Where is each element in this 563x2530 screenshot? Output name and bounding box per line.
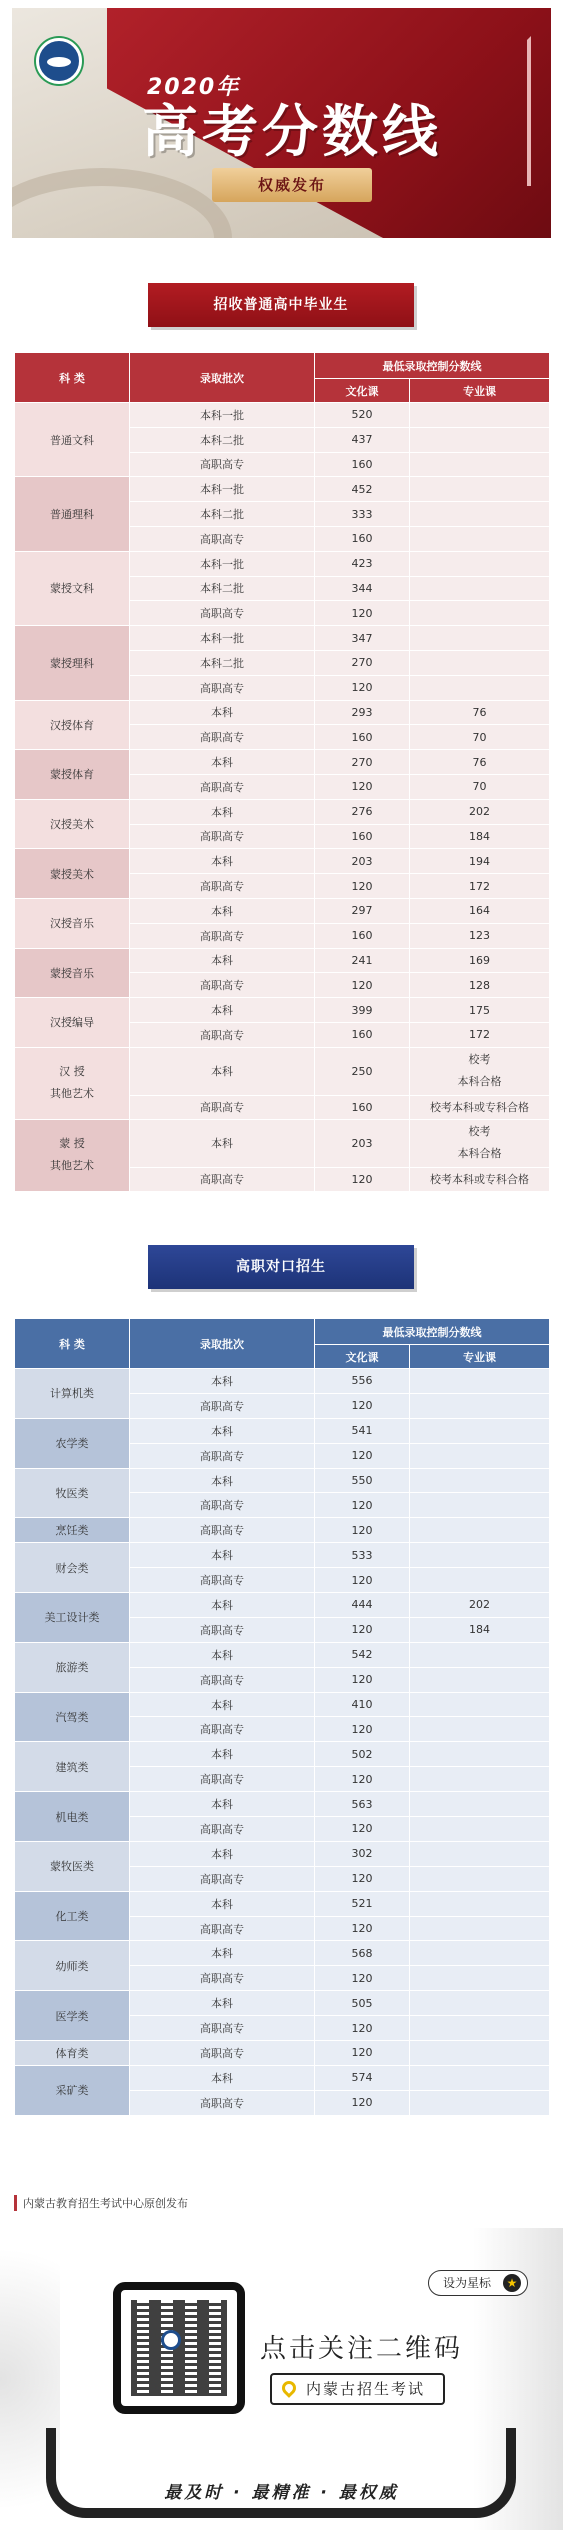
score-table-vocational <box>14 1318 550 2116</box>
major-score-cell: 76 <box>410 700 550 725</box>
subject-line: 蒙 授 <box>59 1137 85 1151</box>
header-culture: 文化课 <box>315 1345 410 1369</box>
subject-cell: 蒙授音乐 <box>15 948 130 998</box>
subject-cell: 汉授音乐 <box>15 898 130 948</box>
major-score-cell: 76 <box>410 750 550 775</box>
major-score-cell <box>410 2041 550 2066</box>
major-score-cell <box>410 576 550 601</box>
banner-year: 2020年 <box>147 75 241 100</box>
batch-cell: 本科 <box>130 700 315 725</box>
batch-cell: 高职高专 <box>130 973 315 998</box>
subject-cell: 烹饪类 <box>15 1518 130 1543</box>
subject-cell: 汉授体育 <box>15 700 130 750</box>
culture-score-cell: 160 <box>315 824 410 849</box>
batch-cell: 高职高专 <box>130 1817 315 1842</box>
qr-logo-icon <box>161 2330 181 2350</box>
table-row <box>15 1792 550 1817</box>
banner <box>12 8 551 238</box>
major-score-cell <box>410 1047 550 1095</box>
major-score-cell <box>410 452 550 477</box>
batch-cell: 本科 <box>130 1941 315 1966</box>
table-row <box>15 1047 550 1095</box>
culture-score-cell: 203 <box>315 849 410 874</box>
table-row <box>15 898 550 923</box>
culture-score-cell: 120 <box>315 1667 410 1692</box>
batch-cell: 本科二批 <box>130 650 315 675</box>
batch-cell: 高职高专 <box>130 1443 315 1468</box>
major-score-cell: 164 <box>410 898 550 923</box>
table-header-row <box>15 1319 550 1345</box>
subject-cell <box>15 1119 130 1191</box>
culture-score-cell: 160 <box>315 1022 410 1047</box>
major-score-cell <box>410 403 550 428</box>
batch-cell: 本科 <box>130 1841 315 1866</box>
major-score-cell <box>410 1817 550 1842</box>
table-row <box>15 1468 550 1493</box>
subject-cell: 采矿类 <box>15 2065 130 2115</box>
batch-cell: 高职高专 <box>130 725 315 750</box>
major-score-cell <box>410 1991 550 2016</box>
culture-score-cell: 120 <box>315 1717 410 1742</box>
culture-score-cell: 120 <box>315 601 410 626</box>
culture-score-cell: 347 <box>315 626 410 651</box>
header-batch: 录取批次 <box>130 1319 315 1369</box>
batch-cell: 高职高专 <box>130 1717 315 1742</box>
major-score-cell <box>410 1518 550 1543</box>
major-score-cell <box>410 1717 550 1742</box>
culture-score-cell: 270 <box>315 650 410 675</box>
major-score-cell <box>410 1841 550 1866</box>
table-row <box>15 849 550 874</box>
major-score-cell <box>410 1767 550 1792</box>
culture-score-cell: 120 <box>315 675 410 700</box>
logo-icon <box>36 38 82 84</box>
batch-cell: 本科 <box>130 1692 315 1717</box>
batch-cell: 本科二批 <box>130 427 315 452</box>
qr-title: 点击关注二维码 <box>260 2334 464 2364</box>
batch-cell: 本科 <box>130 948 315 973</box>
table-row <box>15 1418 550 1443</box>
major-score-cell <box>410 1468 550 1493</box>
culture-score-cell: 120 <box>315 1393 410 1418</box>
table-row <box>15 700 550 725</box>
batch-cell: 高职高专 <box>130 675 315 700</box>
culture-score-cell: 120 <box>315 2041 410 2066</box>
batch-cell: 高职高专 <box>130 2016 315 2041</box>
batch-cell: 高职高专 <box>130 1167 315 1191</box>
table-row <box>15 1119 550 1167</box>
culture-score-cell: 241 <box>315 948 410 973</box>
batch-cell: 本科 <box>130 1468 315 1493</box>
culture-score-cell: 120 <box>315 874 410 899</box>
culture-score-cell: 333 <box>315 502 410 527</box>
header-major: 专业课 <box>410 1345 550 1369</box>
table-row <box>15 1692 550 1717</box>
subject-cell: 机电类 <box>15 1792 130 1842</box>
major-score-cell <box>410 2016 550 2041</box>
culture-score-cell: 533 <box>315 1543 410 1568</box>
batch-cell: 本科 <box>130 799 315 824</box>
batch-cell: 本科 <box>130 1991 315 2016</box>
major-line: 本科合格 <box>457 1147 502 1161</box>
culture-score-cell: 520 <box>315 403 410 428</box>
subject-cell: 汽驾类 <box>15 1692 130 1742</box>
culture-score-cell: 502 <box>315 1742 410 1767</box>
culture-score-cell: 410 <box>315 1692 410 1717</box>
location-pin-icon <box>279 2378 299 2398</box>
culture-score-cell: 120 <box>315 1767 410 1792</box>
culture-score-cell: 120 <box>315 1966 410 1991</box>
major-score-cell <box>410 1966 550 1991</box>
table-row <box>15 799 550 824</box>
major-score-cell: 128 <box>410 973 550 998</box>
score-table-ordinary <box>14 352 550 1192</box>
batch-cell: 高职高专 <box>130 774 315 799</box>
subject-line: 其他艺术 <box>50 1159 94 1173</box>
batch-cell: 本科 <box>130 1742 315 1767</box>
major-score-cell: 184 <box>410 1617 550 1642</box>
culture-score-cell: 437 <box>315 427 410 452</box>
batch-cell: 高职高专 <box>130 1916 315 1941</box>
major-score-cell <box>410 551 550 576</box>
major-score-cell <box>410 1119 550 1167</box>
culture-score-cell: 120 <box>315 1568 410 1593</box>
batch-cell: 本科二批 <box>130 502 315 527</box>
major-score-cell: 194 <box>410 849 550 874</box>
major-score-cell <box>410 1667 550 1692</box>
culture-score-cell: 563 <box>315 1792 410 1817</box>
subject-cell: 牧医类 <box>15 1468 130 1518</box>
culture-score-cell: 203 <box>315 1119 410 1167</box>
star-icon: ★ <box>503 2274 521 2292</box>
major-score-cell: 123 <box>410 923 550 948</box>
batch-cell: 高职高专 <box>130 1866 315 1891</box>
subject-cell: 汉授编导 <box>15 998 130 1048</box>
major-score-cell <box>410 1642 550 1667</box>
header-batch: 录取批次 <box>130 353 315 403</box>
follow-section <box>0 2228 563 2530</box>
batch-cell: 高职高专 <box>130 2090 315 2115</box>
batch-cell: 高职高专 <box>130 452 315 477</box>
culture-score-cell: 160 <box>315 526 410 551</box>
culture-score-cell: 250 <box>315 1047 410 1095</box>
culture-score-cell: 120 <box>315 1167 410 1191</box>
batch-cell: 高职高专 <box>130 1617 315 1642</box>
major-score-cell <box>410 2065 550 2090</box>
culture-score-cell: 120 <box>315 1518 410 1543</box>
header-subject: 科 类 <box>15 353 130 403</box>
major-score-cell <box>410 427 550 452</box>
culture-score-cell: 505 <box>315 1991 410 2016</box>
batch-cell: 本科 <box>130 1891 315 1916</box>
major-score-cell: 172 <box>410 1022 550 1047</box>
batch-cell: 高职高专 <box>130 1393 315 1418</box>
set-star-label: 设为星标 <box>443 2276 492 2290</box>
major-score-cell <box>410 1443 550 1468</box>
culture-score-cell: 276 <box>315 799 410 824</box>
major-score-cell <box>410 1543 550 1568</box>
banner-decor-arc <box>12 168 232 238</box>
batch-cell: 本科 <box>130 849 315 874</box>
culture-score-cell: 344 <box>315 576 410 601</box>
culture-score-cell: 120 <box>315 1866 410 1891</box>
batch-cell: 本科 <box>130 1642 315 1667</box>
batch-cell: 高职高专 <box>130 601 315 626</box>
batch-cell: 本科 <box>130 1369 315 1394</box>
header-subject: 科 类 <box>15 1319 130 1369</box>
batch-cell: 本科一批 <box>130 551 315 576</box>
decor-frame <box>46 2428 516 2518</box>
major-score-cell: 70 <box>410 774 550 799</box>
culture-score-cell: 160 <box>315 725 410 750</box>
batch-cell: 高职高专 <box>130 1667 315 1692</box>
table-row <box>15 2041 550 2066</box>
subject-cell: 财会类 <box>15 1543 130 1593</box>
culture-score-cell: 444 <box>315 1593 410 1618</box>
publisher-note: 内蒙古教育招生考试中心原创发布 <box>14 2195 188 2211</box>
table-row <box>15 1841 550 1866</box>
subject-cell: 蒙授体育 <box>15 750 130 800</box>
culture-score-cell: 160 <box>315 452 410 477</box>
account-name[interactable] <box>270 2373 445 2405</box>
batch-cell: 本科 <box>130 898 315 923</box>
major-score-cell <box>410 1692 550 1717</box>
culture-score-cell: 120 <box>315 1443 410 1468</box>
culture-score-cell: 120 <box>315 774 410 799</box>
subject-cell: 普通文科 <box>15 403 130 477</box>
culture-score-cell: 120 <box>315 1916 410 1941</box>
batch-cell: 高职高专 <box>130 1568 315 1593</box>
culture-score-cell: 452 <box>315 477 410 502</box>
major-score-cell <box>410 675 550 700</box>
subject-cell: 建筑类 <box>15 1742 130 1792</box>
subject-line: 汉 授 <box>59 1065 85 1079</box>
major-line: 校考 <box>468 1125 491 1139</box>
major-score-cell <box>410 2090 550 2115</box>
culture-score-cell: 120 <box>315 2016 410 2041</box>
major-score-cell <box>410 1866 550 1891</box>
culture-score-cell: 120 <box>315 1493 410 1518</box>
table-row <box>15 1518 550 1543</box>
table-row <box>15 1642 550 1667</box>
major-score-cell <box>410 1941 550 1966</box>
batch-cell: 本科 <box>130 1543 315 1568</box>
batch-cell: 高职高专 <box>130 1022 315 1047</box>
culture-score-cell: 160 <box>315 1095 410 1119</box>
major-score-cell <box>410 1418 550 1443</box>
batch-cell: 本科 <box>130 1047 315 1095</box>
subject-cell: 蒙授文科 <box>15 551 130 625</box>
subject-cell: 农学类 <box>15 1418 130 1468</box>
major-score-cell: 202 <box>410 799 550 824</box>
culture-score-cell: 568 <box>315 1941 410 1966</box>
subject-cell: 蒙授美术 <box>15 849 130 899</box>
subject-cell: 幼师类 <box>15 1941 130 1991</box>
subject-cell: 体育类 <box>15 2041 130 2066</box>
major-score-cell <box>410 1742 550 1767</box>
account-name-label: 内蒙古招生考试 <box>306 2380 426 2398</box>
major-score-cell <box>410 1493 550 1518</box>
batch-cell: 本科 <box>130 750 315 775</box>
table-row <box>15 626 550 651</box>
subject-cell <box>15 1047 130 1119</box>
major-score-cell: 169 <box>410 948 550 973</box>
table-row <box>15 750 550 775</box>
subject-cell: 计算机类 <box>15 1369 130 1419</box>
batch-cell: 高职高专 <box>130 1966 315 1991</box>
section-title-ordinary: 招收普通高中毕业生 <box>148 283 414 327</box>
major-score-cell <box>410 502 550 527</box>
culture-score-cell: 120 <box>315 973 410 998</box>
subject-cell: 普通理科 <box>15 477 130 551</box>
batch-cell: 本科 <box>130 2065 315 2090</box>
table-row <box>15 1891 550 1916</box>
header-culture: 文化课 <box>315 379 410 403</box>
subject-cell: 美工设计类 <box>15 1593 130 1643</box>
header-min-score: 最低录取控制分数线 <box>315 353 550 379</box>
major-score-cell: 184 <box>410 824 550 849</box>
table-header-row <box>15 353 550 379</box>
major-score-cell <box>410 1792 550 1817</box>
major-line: 本科合格 <box>457 1075 502 1089</box>
batch-cell: 高职高专 <box>130 824 315 849</box>
culture-score-cell: 270 <box>315 750 410 775</box>
culture-score-cell: 302 <box>315 1841 410 1866</box>
table-row <box>15 948 550 973</box>
subject-line: 其他艺术 <box>50 1087 94 1101</box>
table-row <box>15 477 550 502</box>
major-score-cell <box>410 601 550 626</box>
batch-cell: 高职高专 <box>130 874 315 899</box>
batch-cell: 本科一批 <box>130 403 315 428</box>
batch-cell: 高职高专 <box>130 526 315 551</box>
batch-cell: 高职高专 <box>130 1493 315 1518</box>
major-score-cell <box>410 1393 550 1418</box>
major-score-cell: 172 <box>410 874 550 899</box>
table-row <box>15 1742 550 1767</box>
subject-cell: 蒙牧医类 <box>15 1841 130 1891</box>
header-major: 专业课 <box>410 379 550 403</box>
subject-cell: 旅游类 <box>15 1642 130 1692</box>
major-score-cell: 202 <box>410 1593 550 1618</box>
batch-cell: 高职高专 <box>130 923 315 948</box>
culture-score-cell: 120 <box>315 1817 410 1842</box>
batch-cell: 本科二批 <box>130 576 315 601</box>
culture-score-cell: 399 <box>315 998 410 1023</box>
batch-cell: 本科一批 <box>130 626 315 651</box>
batch-cell: 本科 <box>130 1792 315 1817</box>
culture-score-cell: 542 <box>315 1642 410 1667</box>
major-score-cell <box>410 1916 550 1941</box>
major-score-cell: 校考本科或专科合格 <box>410 1095 550 1119</box>
culture-score-cell: 293 <box>315 700 410 725</box>
chevron-right-icon <box>503 36 531 186</box>
major-score-cell: 校考本科或专科合格 <box>410 1167 550 1191</box>
batch-cell: 高职高专 <box>130 1095 315 1119</box>
subject-cell: 化工类 <box>15 1891 130 1941</box>
batch-cell: 高职高专 <box>130 2041 315 2066</box>
major-score-cell <box>410 477 550 502</box>
section-title-vocational: 高职对口招生 <box>148 1245 414 1289</box>
culture-score-cell: 423 <box>315 551 410 576</box>
table-row <box>15 1593 550 1618</box>
table-row <box>15 1369 550 1394</box>
culture-score-cell: 297 <box>315 898 410 923</box>
subject-cell: 蒙授理科 <box>15 626 130 700</box>
batch-cell: 本科 <box>130 1593 315 1618</box>
batch-cell: 本科一批 <box>130 477 315 502</box>
major-score-cell <box>410 1891 550 1916</box>
batch-cell: 本科 <box>130 1119 315 1167</box>
culture-score-cell: 160 <box>315 923 410 948</box>
table-row <box>15 998 550 1023</box>
major-score-cell: 70 <box>410 725 550 750</box>
header-min-score: 最低录取控制分数线 <box>315 1319 550 1345</box>
major-score-cell <box>410 650 550 675</box>
table-row <box>15 551 550 576</box>
qr-code[interactable] <box>113 2282 245 2414</box>
major-score-cell <box>410 1568 550 1593</box>
batch-cell: 本科 <box>130 1418 315 1443</box>
batch-cell: 高职高专 <box>130 1767 315 1792</box>
culture-score-cell: 550 <box>315 1468 410 1493</box>
culture-score-cell: 120 <box>315 2090 410 2115</box>
culture-score-cell: 574 <box>315 2065 410 2090</box>
culture-score-cell: 120 <box>315 1617 410 1642</box>
table-row <box>15 1543 550 1568</box>
batch-cell: 高职高专 <box>130 1518 315 1543</box>
table-row <box>15 1991 550 2016</box>
major-score-cell <box>410 626 550 651</box>
qr-pattern <box>131 2300 227 2396</box>
major-line: 校考 <box>468 1053 491 1067</box>
major-score-cell <box>410 1369 550 1394</box>
table-row <box>15 403 550 428</box>
major-score-cell: 175 <box>410 998 550 1023</box>
banner-badge: 权威发布 <box>212 168 372 202</box>
table-row <box>15 2065 550 2090</box>
subject-cell: 汉授美术 <box>15 799 130 849</box>
major-score-cell <box>410 526 550 551</box>
slogan: 最及时 · 最精准 · 最权威 <box>164 2483 399 2503</box>
culture-score-cell: 521 <box>315 1891 410 1916</box>
batch-cell: 本科 <box>130 998 315 1023</box>
culture-score-cell: 541 <box>315 1418 410 1443</box>
set-star-button[interactable] <box>428 2270 528 2296</box>
table-row <box>15 1941 550 1966</box>
banner-title: 高考分数线 <box>142 100 442 165</box>
subject-cell: 医学类 <box>15 1991 130 2041</box>
culture-score-cell: 556 <box>315 1369 410 1394</box>
